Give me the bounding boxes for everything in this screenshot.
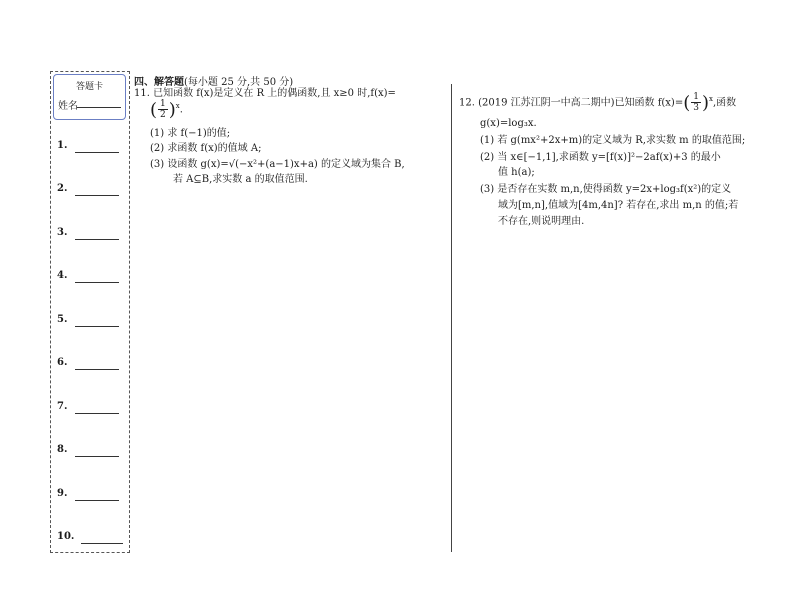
answer-sheet-title: 答题卡 (75, 82, 103, 92)
q12-part-1: (1) 若 g(mx²+2x+m)的定义域为 R,求实数 m 的取值范围; (480, 135, 746, 146)
q11-part-3b: 若 A⊆B,求实数 a 的取值范围. (173, 174, 308, 185)
q12-line-2: g(x)=log₃x. (480, 118, 537, 129)
section-title-bold: 四、解答题 (134, 77, 184, 88)
answer-number: 6. (57, 357, 68, 368)
answer-sheet (50, 71, 130, 553)
answer-row-4 (57, 270, 127, 284)
answer-number: 10. (57, 531, 75, 542)
answer-number: 7. (57, 401, 68, 412)
answer-number: 9. (57, 488, 68, 499)
answer-blank[interactable] (75, 456, 119, 457)
answer-row-2 (57, 183, 127, 197)
q11-exponent: x (175, 102, 180, 110)
answer-sheet-header (53, 74, 126, 120)
frac-denominator: 3 (693, 103, 699, 114)
q12-stem-text: 12. (2019 江苏江阴一中高二期中)已知函数 f(x)= (459, 97, 684, 109)
answer-blank[interactable] (75, 239, 119, 240)
answer-number: 2. (57, 183, 68, 194)
q12-part-3: (3) 是否存在实数 m,n,使得函数 y=2x+log₃f(x²)的定义 (480, 184, 732, 195)
q11-formula (150, 99, 183, 120)
answer-blank[interactable] (75, 369, 119, 370)
answer-row-3 (57, 227, 127, 241)
q12-part-2: (2) 当 x∈[−1,1],求函数 y=[f(x)]²−2af(x)+3 的最小 (480, 152, 721, 163)
answer-row-10 (57, 531, 127, 545)
q11-fraction (158, 99, 168, 120)
frac-denominator: 2 (160, 110, 166, 121)
q11-tail: . (179, 104, 183, 116)
q11-part-3: (3) 设函数 g(x)=√(−x²+(a−1)x+a) 的定义域为集合 B, (150, 159, 405, 170)
answer-blank[interactable] (75, 195, 119, 196)
frac-numerator: 1 (160, 99, 166, 110)
q12-exponent: x (709, 95, 713, 103)
answer-number: 8. (57, 444, 68, 455)
column-divider (451, 84, 452, 552)
answer-blank[interactable] (75, 500, 119, 501)
answer-row-6 (57, 357, 127, 371)
q12-part-3c: 不存在,则说明理由. (498, 216, 585, 227)
answer-row-7 (57, 401, 127, 415)
left-paren: ( (150, 99, 158, 121)
answer-number: 4. (57, 270, 68, 281)
answer-number: 5. (57, 314, 68, 325)
q11-stem-text: 11. 已知函数 f(x)是定义在 R 上的偶函数,且 x≥0 时,f(x)= (134, 88, 396, 99)
right-paren: ) (168, 99, 176, 121)
answer-row-5 (57, 314, 127, 328)
answer-blank[interactable] (75, 152, 119, 153)
q11-part-2: (2) 求函数 f(x)的值域 A; (150, 143, 262, 154)
answer-number: 3. (57, 227, 68, 238)
answer-row-9 (57, 488, 127, 502)
section-title-note: (每小题 25 分,共 50 分) (184, 77, 294, 88)
answer-blank[interactable] (75, 282, 119, 283)
name-label: 姓名 (58, 101, 78, 112)
answer-blank[interactable] (81, 543, 123, 544)
answer-number: 1. (57, 140, 68, 151)
right-paren: ) (701, 92, 710, 114)
q12-stem-tail: ,函数 (712, 97, 737, 109)
q12-fraction (691, 92, 701, 113)
frac-numerator: 1 (693, 92, 699, 103)
q12-part-3b: 域为[m,n],值域为[4m,4n]? 若存在,求出 m,n 的值;若 (498, 200, 739, 211)
answer-blank[interactable] (75, 326, 119, 327)
q12-stem (459, 92, 736, 113)
q11-part-1: (1) 求 f(−1)的值; (150, 128, 231, 139)
answer-row-1 (57, 140, 127, 154)
answer-row-8 (57, 444, 127, 458)
q12-part-2b: 值 h(a); (498, 167, 535, 178)
name-field[interactable] (77, 107, 121, 108)
left-paren: ( (683, 92, 691, 114)
answer-blank[interactable] (75, 413, 119, 414)
